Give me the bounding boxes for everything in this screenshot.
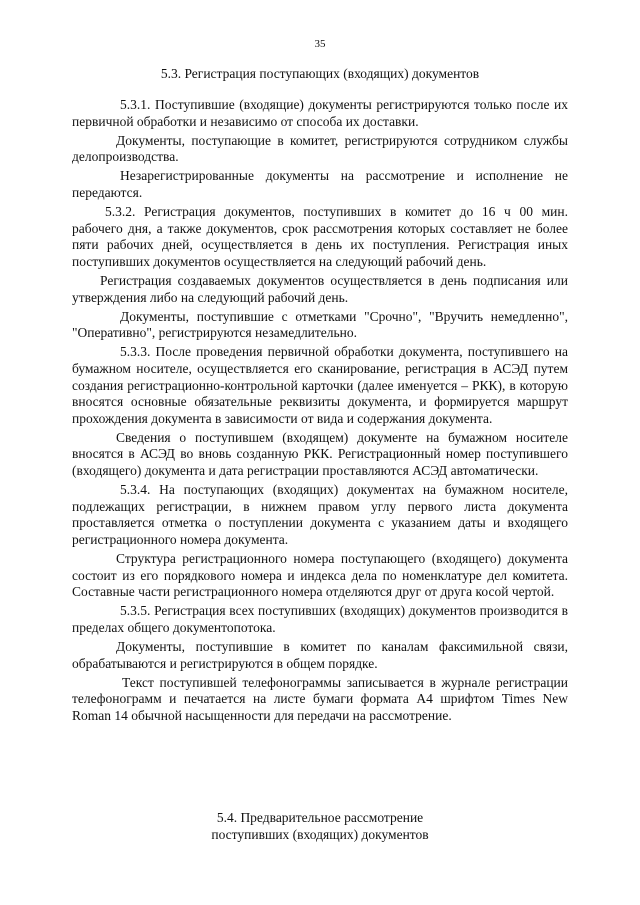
paragraph: Текст поступившей телефонограммы записывается в журнале регистрации телефонограмм и печатается на листе бумаги формата А4 шрифтом Times New Roman 14 обычной насыщенности для передачи на рассмотрение. (72, 674, 568, 723)
paragraph-5-3-5: 5.3.5. Регистрация всех поступивших (входящих) документов производится в пределах общего документопотока. (72, 603, 568, 635)
paragraph-5-3-2: 5.3.2. Регистрация документов, поступивших в комитет до 16 ч 00 мин. рабочего дня, а также документов, срок рассмотрения которых составляет не более пяти рабочих дней, осуществляется в день их поступления. Регистрация иных поступивших документов осуществляется на следующий рабочий день. (72, 204, 568, 269)
next-section-heading (0, 809, 640, 843)
paragraph: Сведения о поступившем (входящем) документе на бумажном носителе вносятся в АСЭД во вновь созданную РКК. Регистрационный номер поступившего (входящего) документа и дата регистрации проставляются АСЭД автоматически. (72, 429, 568, 478)
next-section-heading-line1: 5.4. Предварительное рассмотрение (216, 810, 424, 825)
paragraph: Документы, поступившие в комитет по каналам факсимильной связи, обрабатываются и регистрируются в общем порядке. (72, 638, 568, 671)
paragraph: Документы, поступившие с отметками "Срочно", "Вручить немедленно", "Оперативно", регистрируются незамедлительно. (72, 308, 568, 341)
paragraph-5-3-3: 5.3.3. После проведения первичной обработки документа, поступившего на бумажном носителе, осуществляется его сканирование, регистрация в АСЭД путем создания регистрационно-контрольной карточки (далее именуется – РКК), в которую вносятся основные обязательные реквизиты документа, и формируется маршрут прохождения документа в зависимости от вида и содержания документа. (72, 344, 568, 426)
paragraph-5-3-1: 5.3.1. Поступившие (входящие) документы регистрируются только после их первичной обработки и независимо от способа их доставки. (72, 97, 568, 129)
paragraph: Регистрация создаваемых документов осуществляется в день подписания или утверждения либо на следующий рабочий день. (72, 272, 568, 305)
paragraph: Незарегистрированные документы на рассмотрение и исполнение не передаются. (72, 168, 568, 200)
section-heading: 5.3. Регистрация поступающих (входящих) документов (160, 66, 480, 81)
page-number: 35 (314, 38, 326, 50)
paragraph: Документы, поступающие в комитет, регистрируются сотрудником службы делопроизводства. (72, 132, 568, 165)
paragraph: Структура регистрационного номера поступающего (входящего) документа состоит из его порядкового номера и индекса дела по номенклатуре дел комитета. Составные части регистрационного номера отделяются друг от друга косой чертой. (72, 550, 568, 600)
paragraph-5-3-4: 5.3.4. На поступающих (входящих) документах на бумажном носителе, подлежащих регистрации, в нижнем правом углу первого листа документа проставляется отметка о поступлении документа с указанием даты и входящего регистрационного номера документа. (72, 482, 568, 547)
next-section-heading-line2: поступивших (входящих) документов (211, 827, 429, 842)
section-body (72, 97, 568, 727)
